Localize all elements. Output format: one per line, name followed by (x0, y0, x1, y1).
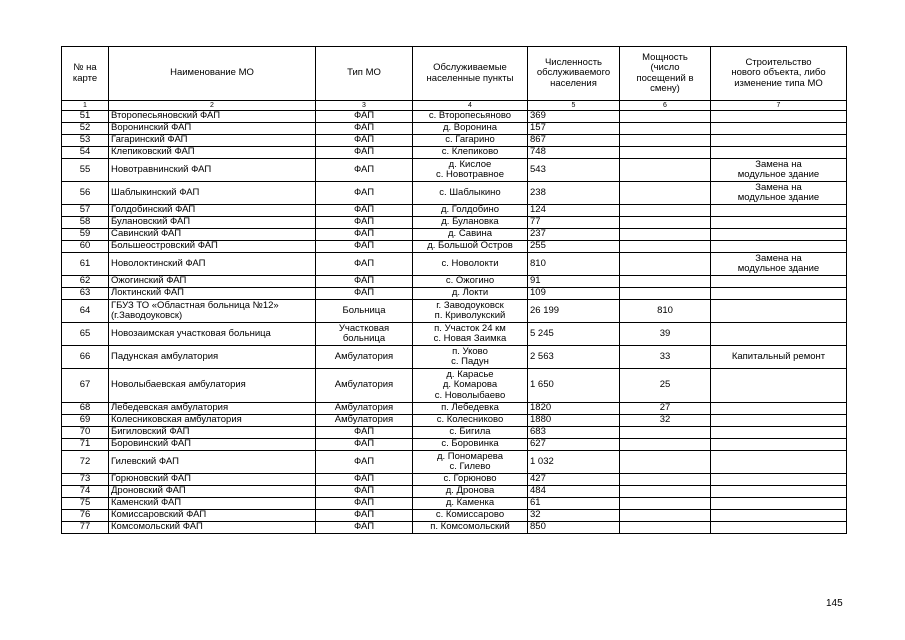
map-number-cell: 64 (62, 300, 109, 323)
mo-name-cell: Новотравнинский ФАП (109, 159, 316, 182)
mo-name-cell: Савинский ФАП (109, 229, 316, 241)
table-row (62, 323, 847, 346)
map-number-cell: 55 (62, 159, 109, 182)
settlements-cell: с. Гагарино (413, 135, 528, 147)
table-row (62, 229, 847, 241)
map-number-cell: 67 (62, 369, 109, 403)
map-number-cell: 71 (62, 439, 109, 451)
settlements-cell: с. Ожогино (413, 276, 528, 288)
population-cell: 867 (528, 135, 620, 147)
capacity-cell (620, 498, 711, 510)
mo-type-cell: ФАП (316, 253, 413, 276)
mo-name-cell: Новолоктинский ФАП (109, 253, 316, 276)
mo-name-cell: Булановский ФАП (109, 217, 316, 229)
capacity-cell (620, 439, 711, 451)
mo-type-cell: ФАП (316, 123, 413, 135)
column-number: 6 (620, 101, 711, 111)
column-number: 4 (413, 101, 528, 111)
map-number-cell: 51 (62, 111, 109, 123)
settlements-cell: д. Локти (413, 288, 528, 300)
mo-name-cell: Ожогинский ФАП (109, 276, 316, 288)
capacity-cell: 27 (620, 403, 711, 415)
column-number: 7 (711, 101, 847, 111)
map-number-cell: 52 (62, 123, 109, 135)
column-number-row (62, 101, 847, 111)
map-number-cell: 72 (62, 451, 109, 474)
population-cell: 124 (528, 205, 620, 217)
map-number-cell: 57 (62, 205, 109, 217)
map-number-cell: 53 (62, 135, 109, 147)
mo-name-cell: Гилевский ФАП (109, 451, 316, 474)
capacity-cell (620, 147, 711, 159)
settlements-cell: с. Второпесьяново (413, 111, 528, 123)
population-cell: 748 (528, 147, 620, 159)
capacity-cell: 25 (620, 369, 711, 403)
map-number-cell: 56 (62, 182, 109, 205)
settlements-cell: п. Лебедевка (413, 403, 528, 415)
map-number-cell: 61 (62, 253, 109, 276)
capacity-cell (620, 427, 711, 439)
table-row (62, 182, 847, 205)
map-number-cell: 77 (62, 522, 109, 534)
construction-cell (711, 510, 847, 522)
table-row (62, 346, 847, 369)
column-number: 2 (109, 101, 316, 111)
construction-cell: Капитальный ремонт (711, 346, 847, 369)
table-row (62, 123, 847, 135)
mo-type-cell: Амбулатория (316, 415, 413, 427)
table-row (62, 486, 847, 498)
population-cell: 1 650 (528, 369, 620, 403)
settlements-cell: д. Булановка (413, 217, 528, 229)
mo-type-cell: ФАП (316, 498, 413, 510)
construction-cell (711, 123, 847, 135)
header-mo-type: Тип МО (316, 47, 413, 101)
construction-cell (711, 111, 847, 123)
column-number: 3 (316, 101, 413, 111)
mo-name-cell: Лебедевская амбулатория (109, 403, 316, 415)
construction-cell (711, 369, 847, 403)
header-capacity: Мощность (число посещений в смену) (620, 47, 711, 101)
capacity-cell (620, 451, 711, 474)
population-cell: 683 (528, 427, 620, 439)
capacity-cell (620, 229, 711, 241)
mo-name-cell: Новозаимская участковая больница (109, 323, 316, 346)
map-number-cell: 60 (62, 241, 109, 253)
population-cell: 1820 (528, 403, 620, 415)
table-row (62, 415, 847, 427)
mo-type-cell: ФАП (316, 288, 413, 300)
table-row (62, 111, 847, 123)
settlements-cell: г. Заводоуковск п. Криволукский (413, 300, 528, 323)
mo-name-cell: Гагаринский ФАП (109, 135, 316, 147)
population-cell: 427 (528, 474, 620, 486)
table-body (62, 111, 847, 534)
table-row (62, 300, 847, 323)
mo-type-cell: ФАП (316, 229, 413, 241)
capacity-cell (620, 182, 711, 205)
mo-type-cell: ФАП (316, 241, 413, 253)
page-number: 145 (826, 598, 843, 609)
mo-type-cell: ФАП (316, 135, 413, 147)
table-row (62, 427, 847, 439)
table-row (62, 135, 847, 147)
table-row (62, 276, 847, 288)
map-number-cell: 62 (62, 276, 109, 288)
population-cell: 627 (528, 439, 620, 451)
construction-cell (711, 522, 847, 534)
capacity-cell (620, 135, 711, 147)
construction-cell (711, 474, 847, 486)
column-number: 1 (62, 101, 109, 111)
capacity-cell (620, 159, 711, 182)
table-row (62, 147, 847, 159)
mo-type-cell: ФАП (316, 182, 413, 205)
mo-name-cell: Комсомольский ФАП (109, 522, 316, 534)
mo-name-cell: Колесниковская амбулатория (109, 415, 316, 427)
mo-name-cell: ГБУЗ ТО «Областная больница №12» (г.Заводоуковск) (109, 300, 316, 323)
population-cell: 91 (528, 276, 620, 288)
capacity-cell (620, 217, 711, 229)
settlements-cell: д. Пономарева с. Гилево (413, 451, 528, 474)
mo-name-cell: Дроновский ФАП (109, 486, 316, 498)
mo-name-cell: Воронинский ФАП (109, 123, 316, 135)
mo-type-cell: Больница (316, 300, 413, 323)
map-number-cell: 54 (62, 147, 109, 159)
population-cell: 157 (528, 123, 620, 135)
settlements-cell: с. Шаблыкино (413, 182, 528, 205)
capacity-cell (620, 253, 711, 276)
mo-type-cell: ФАП (316, 439, 413, 451)
population-cell: 850 (528, 522, 620, 534)
settlements-cell: с. Боровинка (413, 439, 528, 451)
mo-name-cell: Большеостровский ФАП (109, 241, 316, 253)
capacity-cell (620, 288, 711, 300)
map-number-cell: 59 (62, 229, 109, 241)
settlements-cell: д. Голдобино (413, 205, 528, 217)
construction-cell (711, 403, 847, 415)
mo-name-cell: Падунская амбулатория (109, 346, 316, 369)
settlements-cell: с. Бигила (413, 427, 528, 439)
table-row (62, 474, 847, 486)
mo-name-cell: Шаблыкинский ФАП (109, 182, 316, 205)
construction-cell (711, 135, 847, 147)
construction-cell (711, 147, 847, 159)
mo-type-cell: Амбулатория (316, 346, 413, 369)
population-cell: 5 245 (528, 323, 620, 346)
population-cell: 484 (528, 486, 620, 498)
map-number-cell: 69 (62, 415, 109, 427)
table-row (62, 498, 847, 510)
table-row (62, 241, 847, 253)
mo-name-cell: Бигиловский ФАП (109, 427, 316, 439)
table-row (62, 369, 847, 403)
settlements-cell: п. Уково с. Падун (413, 346, 528, 369)
settlements-cell: с. Горюново (413, 474, 528, 486)
population-cell: 543 (528, 159, 620, 182)
settlements-cell: с. Новолокти (413, 253, 528, 276)
construction-cell: Замена на модульное здание (711, 159, 847, 182)
construction-cell: Замена на модульное здание (711, 253, 847, 276)
mo-type-cell: ФАП (316, 474, 413, 486)
mo-type-cell: Амбулатория (316, 403, 413, 415)
map-number-cell: 76 (62, 510, 109, 522)
construction-cell (711, 288, 847, 300)
population-cell: 237 (528, 229, 620, 241)
population-cell: 255 (528, 241, 620, 253)
construction-cell (711, 217, 847, 229)
mo-name-cell: Комиссаровский ФАП (109, 510, 316, 522)
settlements-cell: с. Колесниково (413, 415, 528, 427)
mo-type-cell: ФАП (316, 510, 413, 522)
map-number-cell: 75 (62, 498, 109, 510)
map-number-cell: 70 (62, 427, 109, 439)
capacity-cell (620, 205, 711, 217)
mo-name-cell: Голдобинский ФАП (109, 205, 316, 217)
mo-type-cell: ФАП (316, 217, 413, 229)
capacity-cell: 32 (620, 415, 711, 427)
mo-name-cell: Каменский ФАП (109, 498, 316, 510)
capacity-cell (620, 241, 711, 253)
capacity-cell (620, 123, 711, 135)
facilities-table (61, 46, 847, 534)
table-row (62, 403, 847, 415)
settlements-cell: п. Участок 24 км с. Новая Заимка (413, 323, 528, 346)
population-cell: 238 (528, 182, 620, 205)
population-cell: 109 (528, 288, 620, 300)
map-number-cell: 58 (62, 217, 109, 229)
settlements-cell: д. Кислое с. Новотравное (413, 159, 528, 182)
settlements-cell: д. Каменка (413, 498, 528, 510)
mo-type-cell: ФАП (316, 276, 413, 288)
mo-name-cell: Клепиковский ФАП (109, 147, 316, 159)
population-cell: 26 199 (528, 300, 620, 323)
mo-type-cell: ФАП (316, 486, 413, 498)
mo-type-cell: ФАП (316, 147, 413, 159)
header-construction: Строительство нового объекта, либо изменение типа МО (711, 47, 847, 101)
construction-cell (711, 427, 847, 439)
mo-type-cell: ФАП (316, 427, 413, 439)
population-cell: 61 (528, 498, 620, 510)
table-row (62, 510, 847, 522)
construction-cell (711, 439, 847, 451)
construction-cell (711, 276, 847, 288)
header-mo-name: Наименование МО (109, 47, 316, 101)
population-cell: 810 (528, 253, 620, 276)
table-row (62, 451, 847, 474)
table-row (62, 288, 847, 300)
mo-name-cell: Второпесьяновский ФАП (109, 111, 316, 123)
mo-name-cell: Боровинский ФАП (109, 439, 316, 451)
mo-name-cell: Горюновский ФАП (109, 474, 316, 486)
map-number-cell: 66 (62, 346, 109, 369)
construction-cell (711, 415, 847, 427)
population-cell: 1880 (528, 415, 620, 427)
mo-type-cell: Амбулатория (316, 369, 413, 403)
capacity-cell (620, 486, 711, 498)
capacity-cell (620, 474, 711, 486)
population-cell: 369 (528, 111, 620, 123)
map-number-cell: 63 (62, 288, 109, 300)
mo-type-cell: Участковая больница (316, 323, 413, 346)
construction-cell (711, 323, 847, 346)
mo-name-cell: Локтинский ФАП (109, 288, 316, 300)
population-cell: 1 032 (528, 451, 620, 474)
capacity-cell: 810 (620, 300, 711, 323)
mo-type-cell: ФАП (316, 159, 413, 182)
header-row (62, 47, 847, 101)
table-row (62, 522, 847, 534)
construction-cell (711, 300, 847, 323)
settlements-cell: д. Карасье д. Комарова с. Новолыбаево (413, 369, 528, 403)
population-cell: 32 (528, 510, 620, 522)
header-served-settlements: Обслуживаемые населенные пункты (413, 47, 528, 101)
settlements-cell: д. Савина (413, 229, 528, 241)
map-number-cell: 73 (62, 474, 109, 486)
capacity-cell: 33 (620, 346, 711, 369)
table-row (62, 205, 847, 217)
population-cell: 2 563 (528, 346, 620, 369)
table-row (62, 439, 847, 451)
table-row (62, 253, 847, 276)
table-row (62, 159, 847, 182)
settlements-cell: п. Комсомольский (413, 522, 528, 534)
header-served-population: Численность обслуживаемого населения (528, 47, 620, 101)
mo-type-cell: ФАП (316, 522, 413, 534)
capacity-cell (620, 510, 711, 522)
settlements-cell: с. Комиссарово (413, 510, 528, 522)
settlements-cell: д. Большой Остров (413, 241, 528, 253)
table-row (62, 217, 847, 229)
construction-cell: Замена на модульное здание (711, 182, 847, 205)
mo-type-cell: ФАП (316, 111, 413, 123)
mo-type-cell: ФАП (316, 451, 413, 474)
population-cell: 77 (528, 217, 620, 229)
capacity-cell: 39 (620, 323, 711, 346)
construction-cell (711, 498, 847, 510)
capacity-cell (620, 276, 711, 288)
construction-cell (711, 205, 847, 217)
construction-cell (711, 486, 847, 498)
column-number: 5 (528, 101, 620, 111)
mo-type-cell: ФАП (316, 205, 413, 217)
construction-cell (711, 451, 847, 474)
settlements-cell: д. Воронина (413, 123, 528, 135)
header-map-number: № на карте (62, 47, 109, 101)
settlements-cell: д. Дронова (413, 486, 528, 498)
settlements-cell: с. Клепиково (413, 147, 528, 159)
construction-cell (711, 229, 847, 241)
map-number-cell: 68 (62, 403, 109, 415)
map-number-cell: 65 (62, 323, 109, 346)
capacity-cell (620, 522, 711, 534)
construction-cell (711, 241, 847, 253)
map-number-cell: 74 (62, 486, 109, 498)
mo-name-cell: Новолыбаевская амбулатория (109, 369, 316, 403)
capacity-cell (620, 111, 711, 123)
